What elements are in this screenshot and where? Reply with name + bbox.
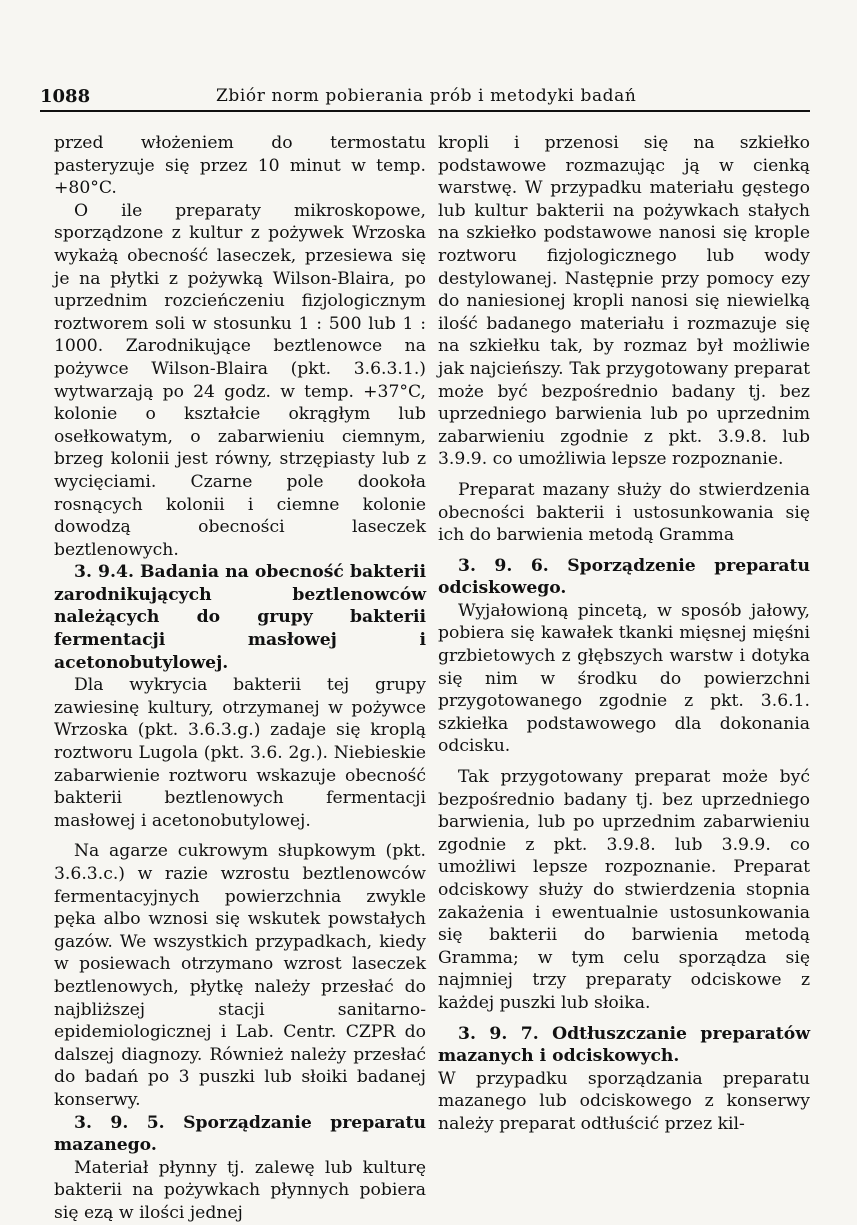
paragraph: Tak przygotowany preparat może być bezpośrednio badany tj. bez uprzedniego barwienia, lub po uprzednim zabarwieniu zgodnie z pkt. 3.9.8. lub 3.9.9. co umożliwi lepsze rozpoznanie. Preparat odciskowy służy do stwierdzenia stopnia zakażenia i ewentualnie ustosunkowania się bakterii do barwienia metodą Gramma; w tym celu sporządza się najmniej trzy preparaty odciskowe z każdej puszki lub słoika. [438,767,810,1013]
section-heading: 3. 9. 7. Odtłuszczanie preparatów mazanych i odciskowych. [438,1023,810,1067]
section-heading: 3. 9.4. Badania na obecność bakterii zarodnikujących beztlenowców należących do grupy bakterii fermentacji masłowej i acetonobutylowej. [54,562,426,673]
paragraph: Dla wykrycia bakterii tej grupy zawiesinę kultury, otrzymanej w pożywce Wrzoska (pkt. 3.6.3.g.) zadaje się kroplą roztworu Lugola (pkt. 3.6. 2g.). Niebieskie zabarwienie roztworu wskazuje obecność bakterii beztlenowych fermentacji masłowej i acetonobutylowej. [54,675,426,831]
paragraph: Preparat mazany służy do stwierdzenia obecności bakterii i ustosunkowania się ich do barwienia metodą Gramma [438,479,810,546]
paragraph: Na agarze cukrowym słupkowym (pkt. 3.6.3.c.) w razie wzrostu beztlenowców fermentacyjnych powierzchnia zwykle pęka albo wznosi się wskutek powstałych gazów. We wszystkich przypadkach, kiedy w posiewach otrzymano wzrost laseczek beztlenowych, płytkę należy przesłać do najbliższej stacji sanitarno-epidemiologicznej i Lab. Centr. CZPR do dalszej diagnozy. Również należy przesłać do badań po 3 puszki lub słoiki badanej konserwy. [54,841,426,1110]
running-title: Zbiór norm pobierania prób i metodyki badań [216,86,637,106]
section-heading: 3. 9. 6. Sporządzenie preparatu odciskowego. [438,555,810,599]
right-column [438,132,810,1136]
page-header [40,78,810,112]
left-column [54,132,426,1225]
paragraph: O ile preparaty mikroskopowe, sporządzone z kultur z pożywek Wrzoska wykażą obecność laseczek, przesiewa się je na płytki z pożywką Wilson-Blaira, po uprzednim rozcieńczeniu fizjologicznym roztworem soli w stosunku 1 : 500 lub 1 : 1000. Zarodnikujące beztlenowce na pożywce Wilson-Blaira (pkt. 3.6.3.1.) wytwarzają po 24 godz. w temp. +37°C, kolonie o kształcie okrągłym lub osełkowatym, o zabarwieniu ciemnym, brzeg kolonii jest równy, strzępiasty lub z wycięciami. Czarne pole dookoła rosnących kolonii i ciemne kolonie dowodzą obecności laseczek beztlenowych. [54,200,426,560]
paragraph: przed włożeniem do termostatu pasteryzuje się przez 10 minut w temp. +80°C. [54,133,426,199]
section-heading: 3. 9. 5. Sporządzanie preparatu mazanego. [54,1112,426,1156]
paragraph: Wyjałowioną pincetą, w sposób jałowy, pobiera się kawałek tkanki mięsnej mięśni grzbietowych z głębszych warstw i dotyka się nim w środku do powierzchni przygotowanego zgodnie z pkt. 3.6.1. szkiełka podstawowego dla dokonania odcisku. [438,600,810,757]
paragraph: Materiał płynny tj. zalewę lub kulturę bakterii na pożywkach płynnych pobiera się ezą w ilości jednej [54,1157,426,1223]
paragraph: W przypadku sporządzania preparatu mazanego lub odciskowego z konserwy należy preparat odtłuścić przez kil- [438,1068,810,1134]
paragraph: kropli i przenosi się na szkiełko podstawowe rozmazując ją w cienką warstwę. W przypadku materiału gęstego lub kultur bakterii na pożywkach stałych na szkiełko podstawowe nanosi się krople roztworu fizjologicznego lub wody destylowanej. Następnie przy pomocy ezy do naniesionej kropli nanosi się niewielką ilość badanego materiału i rozmazuje się na szkiełku tak, by rozmaz był możliwie jak najcieńszy. Tak przygotowany preparat może być bezpośrednio badany tj. bez uprzedniego barwienia lub po uprzednim zabarwieniu zgodnie z pkt. 3.9.8. lub 3.9.9. co umożliwia lepsze rozpoznanie. [438,133,810,470]
page-number: 1088 [40,86,91,107]
